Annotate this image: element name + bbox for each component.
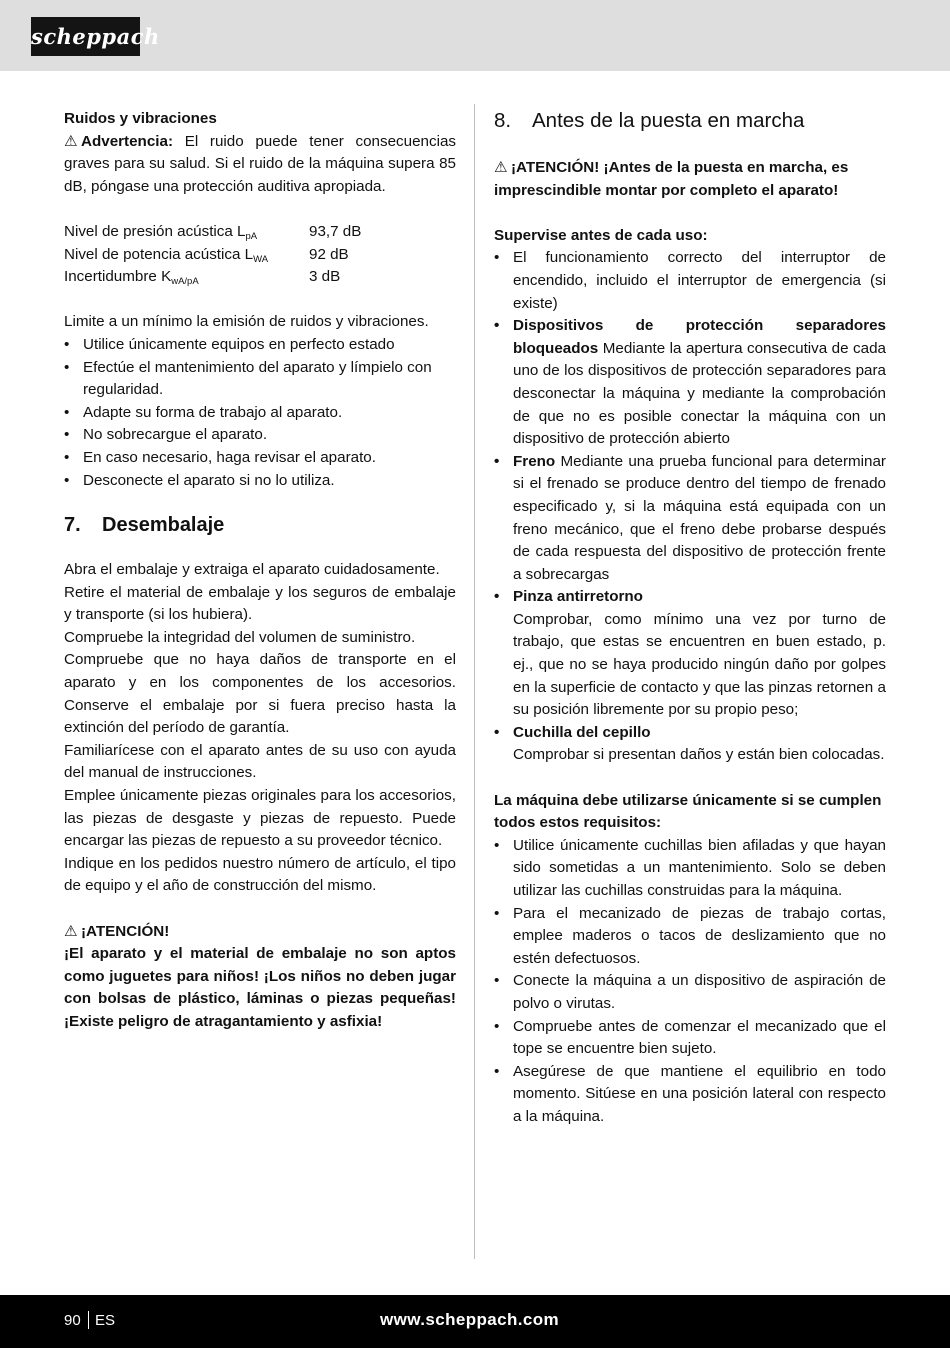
page-header (0, 0, 950, 71)
section-number: 7. (64, 514, 81, 537)
limit-text: Limite a un mínimo la emisión de ruidos y vibraciones. (64, 313, 429, 331)
language-code: ES (95, 1312, 116, 1329)
attention-notice (494, 157, 886, 202)
item-title: Dispositivos de protección separadores bloqueados (513, 317, 886, 357)
website-link[interactable]: www.scheppach.com (380, 1310, 560, 1329)
spec-subscript: wA/pA (171, 276, 199, 288)
item-text: Mediante la apertura consecutiva de cada uno de los dispositivos de protección separadores para desconectar la máquina y mediante la comprobación de que no es posible conectar la máquina con un dispositivo de protección abierto (513, 339, 886, 448)
list-item: • No sobrecargue el aparato. (64, 424, 456, 447)
item-text: Comprobar, como mínimo una vez por turno de trabajo, que estas se encuentren en buen estado, p. ej., que no se haya producido ningún daño por golpes en la superficie de contacto y que las pinzas retornen a su posición libremente por su propio peso; (513, 610, 886, 719)
item-title: Freno (513, 452, 556, 470)
unpack-paragraph: Emplee únicamente piezas originales para los accesorios, las piezas de desgaste y piezas de repuesto. Puede encargar las piezas de repuesto a su proveedor técnico. (64, 787, 456, 850)
warning-triangle-icon: ⚠ (64, 922, 78, 940)
unpack-paragraph: Indique en los pedidos nuestro número de artículo, el tipo de equipo y el año de construcción del mismo. (64, 854, 456, 895)
warning-text: El ruido puede tener consecuencias graves para su salud. Si el ruido de la máquina supera 85 dB, póngase una protección auditiva apropiada. (64, 132, 456, 195)
list-item: • Adapte su forma de trabajo al aparato. (64, 402, 456, 425)
list-item (494, 722, 886, 767)
list-item: • Compruebe antes de comenzar el mecanizado que el tope se encuentre bien sujeto. (494, 1016, 886, 1061)
page-number: 90 (64, 1312, 81, 1329)
item-text: Comprobar si presentan daños y están bien colocadas. (513, 746, 885, 764)
spec-subscript: WA (253, 253, 269, 265)
list-item (494, 586, 886, 722)
list-item: • Utilice únicamente cuchillas bien afiladas y que hayan sido sometidas a un mantenimiento. Solo se deben utilizar las cuchillas construidas para la máquina. (494, 835, 886, 903)
warning-label: Advertencia: (81, 132, 174, 150)
page-footer (0, 1295, 950, 1348)
spec-row (64, 221, 456, 244)
list-item: • Asegúrese de que mantiene el equilibrio en todo momento. Sitúese en una posición lateral con respecto a la máquina. (494, 1061, 886, 1129)
list-item: • Desconecte el aparato si no lo utiliza. (64, 470, 456, 493)
spec-value: 92 dB (309, 245, 349, 263)
list-item (494, 315, 886, 451)
attention-heading (64, 921, 456, 944)
attention-text: ¡ATENCIÓN! ¡Antes de la puesta en marcha, es imprescindible montar por completo el aparato! (494, 159, 849, 199)
list-item: • Utilice únicamente equipos en perfecto estado (64, 334, 456, 357)
right-column (494, 108, 886, 1129)
spec-value: 3 dB (309, 268, 341, 286)
limit-list (64, 334, 456, 492)
section-7-heading (64, 512, 456, 538)
spec-value: 93,7 dB (309, 222, 362, 240)
list-item (494, 451, 886, 587)
list-item: • Conecte la máquina a un dispositivo de aspiración de polvo o virutas. (494, 970, 886, 1015)
item-title: Cuchilla del cepillo (513, 723, 651, 741)
footer-separator (88, 1311, 89, 1329)
check-list (494, 247, 886, 767)
section-title: Desembalaje (102, 514, 225, 537)
section-number: 8. (494, 109, 512, 132)
column-divider (474, 104, 475, 1259)
brand-logo: scheppach (31, 17, 140, 56)
spec-label: Incertidumbre K (64, 268, 172, 286)
supervise-heading: Supervise antes de cada uso: (494, 226, 708, 244)
spec-row (64, 266, 456, 289)
unpack-paragraph: Compruebe la integridad del volumen de suministro. (64, 628, 416, 646)
item-title: Pinza antirretorno (513, 588, 643, 606)
warning-triangle-icon: ⚠ (64, 132, 78, 150)
warning-triangle-icon: ⚠ (494, 159, 508, 176)
requirements-list (494, 835, 886, 1129)
noise-heading: Ruidos y vibraciones (64, 110, 217, 127)
section-8-heading (494, 108, 886, 134)
list-item: • Para el mecanizado de piezas de trabajo cortas, emplee maderos o tacos de deslizamiento que no estén defectuosos. (494, 903, 886, 971)
spec-label: Nivel de presión acústica L (64, 222, 246, 240)
requirements-heading: La máquina debe utilizarse únicamente si se cumplen todos estos requisitos: (494, 791, 882, 832)
attention-label: ¡ATENCIÓN! (81, 922, 170, 940)
spec-row (64, 244, 456, 267)
item-text: Mediante una prueba funcional para determinar si el frenado se produce dentro del tiempo de frenado especificado y, si la máquina está equipada con un freno mecánico, que el freno debe probarse después de cada respuesta del dispositivo de protección frente a sobrecargas (513, 452, 886, 583)
spec-subscript: pA (245, 230, 258, 242)
attention-text: ¡El aparato y el material de embalaje no son aptos como juguetes para niños! ¡Los niños no deben jugar con bolsas de plástico, láminas o piezas pequeñas! ¡Existe peligro de atragantamiento y asfixia! (64, 945, 456, 1030)
unpack-paragraph: Compruebe que no haya daños de transporte en el aparato y en los componentes de los accesorios. Conserve el embalaje por si fuera preciso hasta la extinción del período de garantía. (64, 651, 456, 737)
left-column (64, 108, 456, 1034)
section-title: Antes de la puesta en marcha (532, 109, 805, 132)
list-item: • En caso necesario, haga revisar el aparato. (64, 447, 456, 470)
list-item: • El funcionamiento correcto del interruptor de encendido, incluido el interruptor de emergencia (si existe) (494, 247, 886, 315)
unpack-paragraph: Familiarícese con el aparato antes de su uso con ayuda del manual de instrucciones. (64, 741, 456, 782)
unpack-paragraph: Abra el embalaje y extraiga el aparato cuidadosamente. (64, 561, 440, 579)
noise-warning (64, 131, 456, 199)
list-item: • Efectúe el mantenimiento del aparato y límpielo con regularidad. (64, 357, 456, 402)
noise-specs (64, 221, 456, 289)
spec-label: Nivel de potencia acústica L (64, 245, 254, 263)
unpack-paragraph: Retire el material de embalaje y los seguros de embalaje y transporte (si los hubiera). (64, 583, 456, 624)
